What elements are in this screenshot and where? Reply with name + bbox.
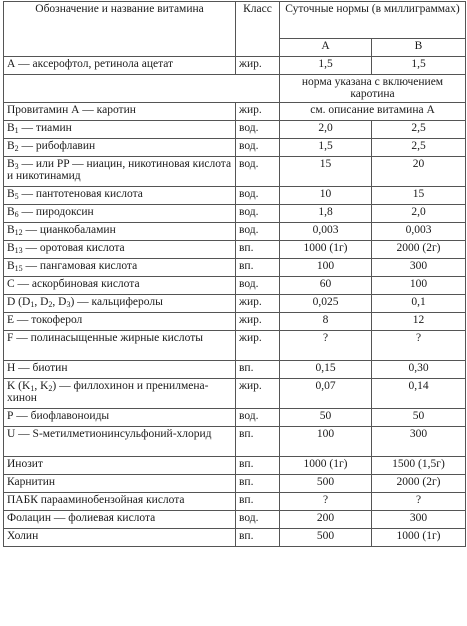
norm-b: 2000 (2г) — [372, 241, 466, 259]
vitamin-class: жир. — [236, 103, 280, 121]
norm-b: 1000 (1г) — [372, 529, 466, 547]
vitamin-name-part: D (D — [7, 296, 31, 308]
norm-b: 0,30 — [372, 361, 466, 379]
norm-a: 0,15 — [280, 361, 372, 379]
norm-b: 50 — [372, 409, 466, 427]
vitamin-letter: B — [7, 188, 15, 200]
vitamin-name — [4, 295, 236, 313]
norm-b: 300 — [372, 427, 466, 457]
vitamin-desc: — или PP — ниацин, никотиновая кислота и никотинамид — [7, 158, 232, 182]
table-row — [4, 493, 466, 511]
norm-b: 2,5 — [372, 139, 466, 157]
vitamin-letter: B — [7, 158, 15, 170]
vitamin-class: вод. — [236, 205, 280, 223]
vitamin-name — [4, 259, 236, 277]
table-row — [4, 427, 466, 457]
vitamin-name-part: ) — филлохинон и пренилмена-хинон — [7, 380, 209, 404]
vitamin-desc: — пантотеновая кислота — [18, 188, 143, 200]
vitamin-name: С — аскорбиновая кислота — [4, 277, 236, 295]
norm-a: 50 — [280, 409, 372, 427]
table-row — [4, 57, 466, 75]
vitamin-class: вп. — [236, 493, 280, 511]
table-row — [4, 277, 466, 295]
vitamin-subscript: 2 — [14, 144, 19, 153]
norm-a: 100 — [280, 259, 372, 277]
vitamin-name: Карнитин — [4, 475, 236, 493]
vitamin-desc: — оротовая кислота — [22, 242, 125, 254]
table-row — [4, 511, 466, 529]
table-row — [4, 475, 466, 493]
norm-a: 1,5 — [280, 139, 372, 157]
norm-b: 2,5 — [372, 121, 466, 139]
vitamin-name-part: , D — [52, 296, 67, 308]
norm-a: 1000 (1г) — [280, 457, 372, 475]
vitamin-name: Инозит — [4, 457, 236, 475]
vitamin-class: вп. — [236, 241, 280, 259]
vitamin-class: вод. — [236, 139, 280, 157]
vitamin-name-part: 2 — [48, 300, 53, 309]
vitamin-name: U — S-метилметионинсульфоний-хлорид — [4, 427, 236, 457]
vitamin-name-part: 2 — [48, 384, 53, 393]
vitamin-name: F — полинасыщенные жирные кислоты — [4, 331, 236, 361]
vitamin-class: жир. — [236, 331, 280, 361]
vitamin-subscript: 3 — [14, 162, 19, 171]
vitamin-name — [4, 241, 236, 259]
header-name: Обозначение и название витамина — [4, 2, 236, 57]
norm-a: ? — [280, 493, 372, 511]
table-row — [4, 313, 466, 331]
header-col-a: А — [280, 39, 372, 57]
vitamin-letter: B — [7, 242, 15, 254]
vitamin-class: жир. — [236, 379, 280, 409]
vitamin-class: вод. — [236, 187, 280, 205]
vitamin-desc: — тиамин — [18, 122, 72, 134]
vitamin-name-part: 1 — [30, 384, 35, 393]
header-class: Класс — [236, 2, 280, 57]
norm-b: 0,003 — [372, 223, 466, 241]
norm-a: 2,0 — [280, 121, 372, 139]
vitamin-letter: B — [7, 140, 15, 152]
vitamin-class: вод. — [236, 277, 280, 295]
norm-a: 15 — [280, 157, 372, 187]
vitamin-name: А — аксерофтол, ретинола ацетат — [4, 57, 236, 75]
vitamin-name — [4, 379, 236, 409]
norm-a: 1,5 — [280, 57, 372, 75]
table-row — [4, 121, 466, 139]
vitamin-name-part: , D — [34, 296, 49, 308]
table-row — [4, 295, 466, 313]
vitamin-letter: B — [7, 260, 15, 272]
vitamin-name — [4, 223, 236, 241]
vitamin-class: вод. — [236, 121, 280, 139]
table-row — [4, 361, 466, 379]
norm-a: 500 — [280, 529, 372, 547]
vitamin-letter: B — [7, 206, 15, 218]
vitamin-class: вп. — [236, 529, 280, 547]
table-body — [4, 57, 466, 547]
vitamin-class: вод. — [236, 409, 280, 427]
header-norms: Суточные нормы (в миллиграммах) — [280, 2, 466, 39]
norm-a: 500 — [280, 475, 372, 493]
vitamin-name — [4, 157, 236, 187]
vitamin-class: жир. — [236, 295, 280, 313]
vitamin-letter: B — [7, 122, 15, 134]
norm-b: 300 — [372, 259, 466, 277]
vitamin-class: жир. — [236, 57, 280, 75]
vitamin-name-part: 3 — [66, 300, 71, 309]
vitamin-name — [4, 205, 236, 223]
norm-a: 0,07 — [280, 379, 372, 409]
norm-b: 2,0 — [372, 205, 466, 223]
vitamin-name: Провитамин А — каротин — [4, 103, 236, 121]
vitamin-desc: — рибофлавин — [18, 140, 96, 152]
norm-b: 12 — [372, 313, 466, 331]
table-row — [4, 331, 466, 361]
vitamin-class: вп. — [236, 427, 280, 457]
vitamin-desc: — цианкобаламин — [22, 224, 116, 236]
norm-b: 300 — [372, 511, 466, 529]
table-row — [4, 259, 466, 277]
vitamin-desc: — пиродоксин — [18, 206, 94, 218]
norm-b: 0,14 — [372, 379, 466, 409]
vitamin-name — [4, 139, 236, 157]
vitamin-name: Фолацин — фолиевая кислота — [4, 511, 236, 529]
norm-a: 1000 (1г) — [280, 241, 372, 259]
vitamin-subscript: 12 — [14, 228, 23, 237]
vitamin-name-part: , K — [34, 380, 49, 392]
table-row — [4, 139, 466, 157]
vitamin-name — [4, 121, 236, 139]
table-row — [4, 157, 466, 187]
norm-b: ? — [372, 493, 466, 511]
vitamin-name: Н — биотин — [4, 361, 236, 379]
vitamin-subscript: 1 — [14, 126, 19, 135]
vitamin-name-part: ) — кальциферолы — [70, 296, 163, 308]
norm-b: 100 — [372, 277, 466, 295]
table-row — [4, 223, 466, 241]
norm-b: 1,5 — [372, 57, 466, 75]
note-row-blank — [4, 75, 280, 103]
norm-b: 20 — [372, 157, 466, 187]
norm-b: 15 — [372, 187, 466, 205]
vitamin-name: Р — биофлавоноиды — [4, 409, 236, 427]
vitamin-name-part: 1 — [30, 300, 35, 309]
vitamin-letter: B — [7, 224, 15, 236]
vitamin-subscript: 15 — [14, 264, 23, 273]
table-row — [4, 457, 466, 475]
vitamin-class: вп. — [236, 361, 280, 379]
vitamin-class: жир. — [236, 313, 280, 331]
vitamin-name — [4, 187, 236, 205]
vitamin-class: вод. — [236, 223, 280, 241]
table-row — [4, 379, 466, 409]
table-row — [4, 529, 466, 547]
table-row — [4, 241, 466, 259]
vitamin-subscript: 13 — [14, 246, 23, 255]
norm-a: 0,025 — [280, 295, 372, 313]
norm-a: 100 — [280, 427, 372, 457]
table-row — [4, 205, 466, 223]
norm-a: 200 — [280, 511, 372, 529]
vitamin-name: ПАБК парааминобензойная кислота — [4, 493, 236, 511]
norm-a: 60 — [280, 277, 372, 295]
vitamin-desc: — пангамовая кислота — [22, 260, 138, 272]
carotene-note: норма указана с включением каротина — [280, 75, 466, 103]
norm-a: 1,8 — [280, 205, 372, 223]
norm-b: 0,1 — [372, 295, 466, 313]
vitamin-class: вод. — [236, 511, 280, 529]
vitamin-table — [3, 1, 466, 547]
table-row — [4, 75, 466, 103]
vitamin-class: вп. — [236, 475, 280, 493]
norm-b: ? — [372, 331, 466, 361]
vitamin-class: вп. — [236, 259, 280, 277]
table-row — [4, 103, 466, 121]
vitamin-subscript: 6 — [14, 210, 19, 219]
vitamin-name: Е — токоферол — [4, 313, 236, 331]
vitamin-class: вод. — [236, 157, 280, 187]
norm-b: 2000 (2г) — [372, 475, 466, 493]
header-col-b: В — [372, 39, 466, 57]
norm-a: ? — [280, 331, 372, 361]
vitamin-name-part: K (K — [7, 380, 31, 392]
norm-a: 10 — [280, 187, 372, 205]
table-row — [4, 409, 466, 427]
norm-b: 1500 (1,5г) — [372, 457, 466, 475]
vitamin-subscript: 5 — [14, 192, 19, 201]
norm-a: 8 — [280, 313, 372, 331]
vitamin-name: Холин — [4, 529, 236, 547]
see-description: см. описание витамина А — [280, 103, 466, 121]
table-row — [4, 187, 466, 205]
vitamin-class: вп. — [236, 457, 280, 475]
norm-a: 0,003 — [280, 223, 372, 241]
